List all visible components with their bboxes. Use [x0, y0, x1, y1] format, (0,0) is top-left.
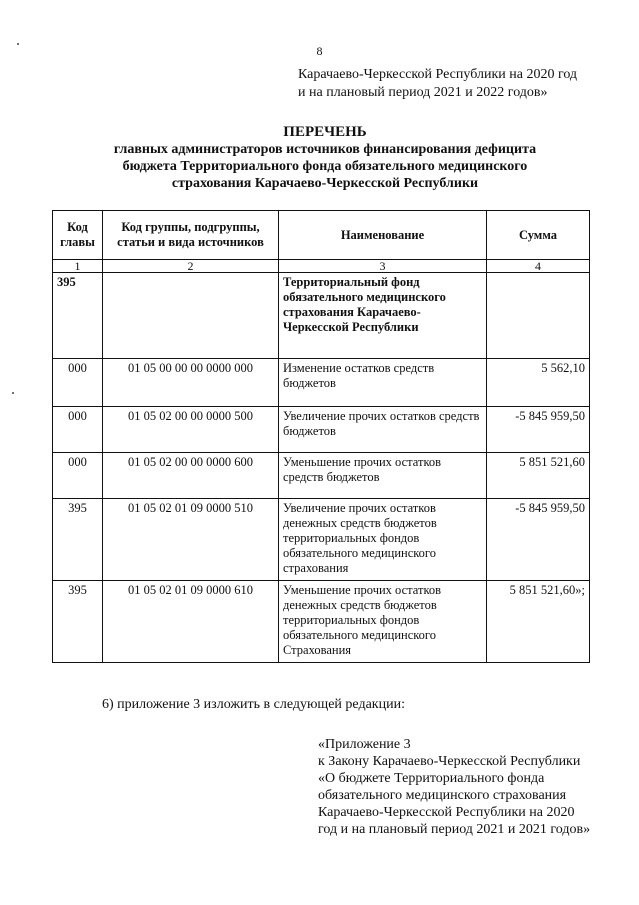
cell-source-code: [103, 273, 279, 359]
cell-name: Уменьшение прочих остатков средств бюджетов: [279, 453, 487, 499]
table-row: [53, 453, 590, 499]
table-row: [53, 581, 590, 663]
column-number: 2: [103, 260, 279, 273]
sources-table: [52, 210, 590, 663]
table-row: [53, 407, 590, 453]
header-line: и на плановый период 2021 и 2022 годов»: [298, 85, 548, 100]
header-source-code: Код группы, подгруппы, статьи и вида источников: [103, 211, 279, 260]
cell-name: Территориальный фонд обязательного медицинского страхования Карачаево-Черкесской Республики: [279, 273, 487, 359]
appendix-line: к Закону Карачаево-Черкесской Республики: [318, 754, 581, 769]
table-row: [53, 273, 590, 359]
cell-name: Уменьшение прочих остатков денежных средств бюджетов территориальных фондов обязательного медицинского Страхования: [279, 581, 487, 663]
cell-sum: 5 851 521,60»;: [487, 581, 590, 663]
cell-code: 000: [53, 407, 103, 453]
column-number: 3: [279, 260, 487, 273]
header-row: [53, 211, 590, 260]
cell-code: 000: [53, 359, 103, 407]
title-line: главных администраторов источников финансирования дефицита: [113, 142, 537, 157]
table-row: [53, 499, 590, 581]
cell-name: Увеличение прочих остатков денежных средств бюджетов территориальных фондов обязательного медицинского страхования: [279, 499, 487, 581]
cell-code: 000: [53, 453, 103, 499]
appendix-line: «О бюджете Территориального фонда: [318, 771, 545, 786]
cell-name: Изменение остатков средств бюджетов: [279, 359, 487, 407]
header-continuation: [298, 66, 577, 102]
header-sum: Сумма: [487, 211, 590, 260]
scan-speck: [12, 392, 14, 394]
column-number: 4: [487, 260, 590, 273]
item-6-text: 6) приложение 3 изложить в следующей редакции:: [102, 697, 405, 712]
appendix-header: [318, 736, 618, 838]
cell-code: 395: [53, 499, 103, 581]
document-title: [60, 124, 590, 192]
cell-source-code: 01 05 00 00 00 0000 000: [103, 359, 279, 407]
cell-sum: 5 562,10: [487, 359, 590, 407]
appendix-line: Карачаево-Черкесской Республики на 2020: [318, 805, 575, 820]
cell-source-code: 01 05 02 00 00 0000 500: [103, 407, 279, 453]
title-line: бюджета Территориального фонда обязательного медицинского: [122, 159, 528, 174]
cell-code: 395: [53, 581, 103, 663]
appendix-line: «Приложение 3: [318, 737, 411, 752]
cell-source-code: 01 05 02 00 00 0000 600: [103, 453, 279, 499]
column-number: 1: [53, 260, 103, 273]
title-line: ПЕРЕЧЕНЬ: [283, 124, 367, 140]
cell-sum: -5 845 959,50: [487, 499, 590, 581]
appendix-line: обязательного медицинского страхования: [318, 788, 567, 803]
cell-sum: [487, 273, 590, 359]
cell-source-code: 01 05 02 01 09 0000 510: [103, 499, 279, 581]
cell-name: Увеличение прочих остатков средств бюджетов: [279, 407, 487, 453]
cell-source-code: 01 05 02 01 09 0000 610: [103, 581, 279, 663]
appendix-line: год и на плановый период 2021 и 2021 годов»: [318, 822, 591, 837]
table-row: [53, 359, 590, 407]
column-number-row: [53, 260, 590, 273]
page-number: 8: [316, 44, 323, 58]
cell-sum: -5 845 959,50: [487, 407, 590, 453]
cell-sum: 5 851 521,60: [487, 453, 590, 499]
header-name: Наименование: [279, 211, 487, 260]
header-line: Карачаево-Черкесской Республики на 2020 год: [298, 67, 578, 82]
title-line: страхования Карачаево-Черкесской Республики: [171, 176, 479, 191]
header-code: Код главы: [53, 211, 103, 260]
cell-code: 395: [53, 273, 103, 359]
